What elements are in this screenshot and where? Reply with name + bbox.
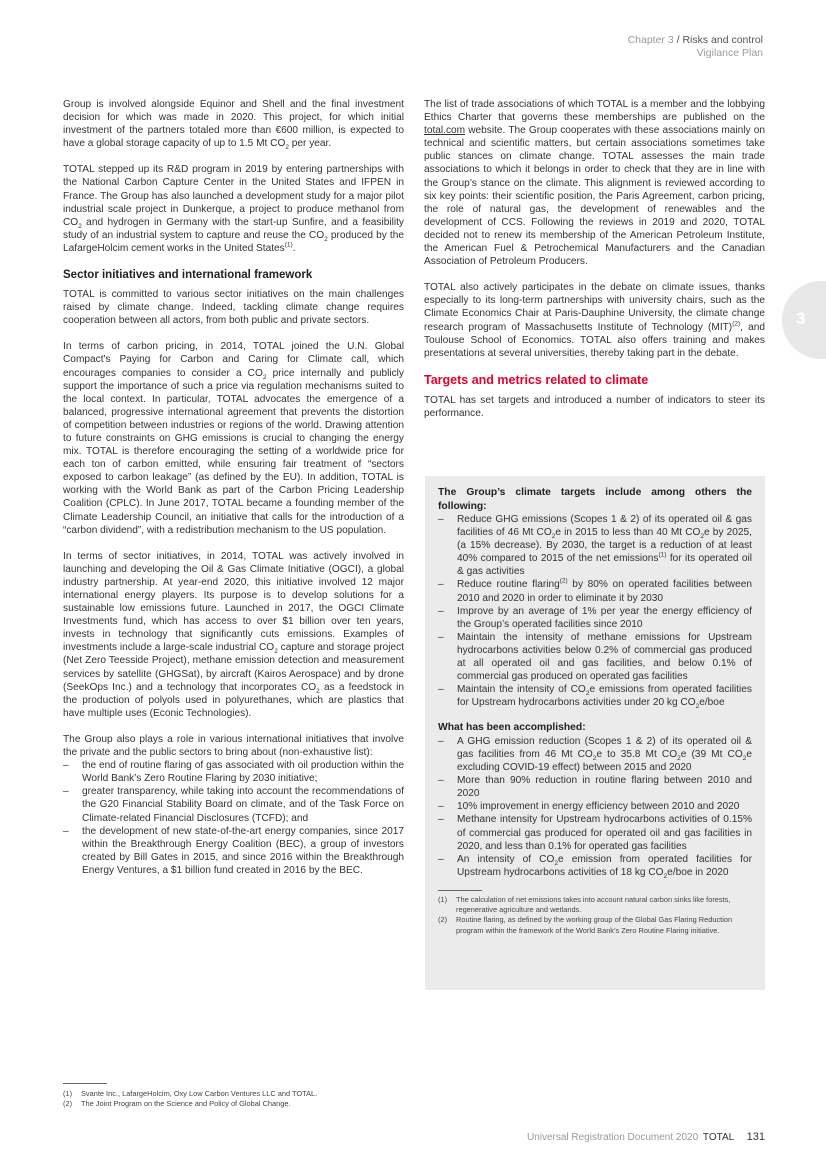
right-paragraph-3: TOTAL has set targets and introduced a number of indicators to steer its performance. [424, 394, 765, 419]
initiatives-list [63, 759, 404, 877]
box-footnotes [438, 895, 752, 936]
box-footnote-rule [438, 890, 482, 891]
box-footnote-2: (2) Routine flaring, as defined by the working group of the Global Gas Flaring Reduction program within the framework of the World Bank’s Zero Routine Flaring initiative. [438, 915, 733, 935]
header-subtitle: Vigilance Plan [696, 47, 763, 59]
list-item: – the end of routine flaring of gas associated with oil production within the World Bank’s Zero Routine Flaring by 2030 initiative; [63, 759, 404, 785]
list-item: – Maintain the intensity of $CO_2e$ emissions from operated facilities for Upstream hydrocarbons activities under 20 kg $CO_2e$/boe [438, 683, 752, 709]
chapter-tab [782, 281, 826, 359]
targets-list [438, 513, 752, 709]
left-paragraph-3: TOTAL is committed to various sector initiatives on the main challenges raised by climate change. Indeed, tackling climate change requires cooperation between all actors, from both public and private sectors. [63, 289, 404, 327]
right-column [424, 98, 765, 433]
list-item: – greater transparency, while taking into account the recommendations of the G20 Financial Stability Board on climate, and of the Task Force on Climate-related Financial Disclosures (TCFD); and [63, 785, 404, 824]
left-paragraph-4: In terms of carbon pricing, in 2014, TOTAL joined the U.N. Global Compact's Paying for Carbon and Caring for Climate call, which encourages companies to consider a $CO_2$ price internally and publicly support the importance of such a price via regulation mechanisms suited to the local context. In particular, TOTAL advocates the emergence of a balanced, progressive international agreement that prevents the distortion of competition between industries or regions of the world. Drawing attention to future constraints on GHG emissions is crucial to changing the energy mix. TOTAL is therefore encouraging the setting of a worldwide price for each ton of carbon emitted, while ensuring fair treatment of “sectors exposed to carbon leakage” (as defined by the EU). In addition, TOTAL is working with the World Bank as part of the Carbon Pricing Leadership Coalition (CPLC). In June 2017, TOTAL became a founding member of the Climate Leadership Council, an initiative that calls for the introduction of a “carbon dividend”, with a redistribution mechanism to the US population. [63, 341, 404, 536]
page-footnote-1: (1) Svante Inc., LafargeHolcim, Oxy Low Carbon Ventures LLC and TOTAL. [63, 1089, 318, 1098]
list-item: – Maintain the intensity of methane emissions for Upstream hydrocarbons activities below 0.2% of commercial gas produced at all operated oil and gas facilities, and below 0.1% of commercial gas produced on operated gas facilities [438, 631, 752, 683]
box-footnote-1: (1) The calculation of net emissions takes into account natural carbon sinks like forests, regenerative agriculture and wetlands. [438, 894, 731, 915]
list-item: – An intensity of $CO_2e$ emission from operated facilities for Upstream hydrocarbons activities of 18 kg $CO_2e$/boe in 2020 [438, 853, 752, 879]
page-footnotes [63, 1083, 404, 1109]
accomplished-list [438, 735, 752, 879]
page-header [628, 34, 763, 60]
header-title: Risks and control [682, 34, 763, 46]
climate-targets-box [425, 476, 765, 990]
page-footer [527, 1131, 765, 1144]
section-heading-sector-initiatives: Sector initiatives and international framework [63, 269, 313, 282]
left-paragraph-2: TOTAL stepped up its R&D program in 2019 by entering partnerships with the National Carbon Capture Center in the United States and IFPEN in France. The Group has also launched a development study for a major pilot industrial scale project in Dunkerque, a project to produce methanol from $CO_2$ and hydrogen in Germany with the start-up Sunfire, and a feasibility study of an industrial system to capture and reuse the $CO_2$ produced by the LafargeHolcim cement works in the United States$^{(1)}$. [63, 164, 404, 254]
list-item: – Reduce GHG emissions (Scopes 1 & 2) of its operated oil & gas facilities of 46 Mt $CO_2e$ in 2015 to less than 40 Mt $CO_2e$ by 2025, (a 15% decrease). By 2030, the target is a reduction of at least 40% compared to 2015 of the net emissions$^{(1)}$ for its operated oil & gas activities [438, 513, 752, 578]
chapter-tab-number: 3 [796, 309, 806, 328]
left-column [63, 98, 404, 877]
list-item: – 10% improvement in energy efficiency between 2010 and 2020 [438, 800, 752, 813]
footer-document-title: Universal Registration Document 2020 [526, 1132, 699, 1143]
section-heading-targets: Targets and metrics related to climate [424, 372, 649, 387]
page-footnote-rule [63, 1083, 107, 1084]
accomplished-heading: What has been accomplished: [438, 722, 586, 734]
right-paragraph-1: The list of trade associations of which TOTAL is a member and the lobbying Ethics Charter that governs these memberships are published on the total.com website. The Group cooperates with these associations mainly on technical and scientific matters, but certain associations sometimes take public stances on climate change. TOTAL assesses the main trade associations to which it belongs in order to check that they are in line with the Group’s stance on the climate. This alignment is reviewed according to six key points: their scientific position, the Paris Agreement, carbon pricing, the role of natural gas, the development of renewables and the development of CCS. Following the reviews in 2019 and 2020, TOTAL decided not to renew its membership of the American Petroleum Institute, the American Fuel & Petrochemical Manufacturers and the Canadian Association of Petroleum Producers. [424, 99, 765, 268]
total-com-link[interactable]: total.com [424, 125, 466, 137]
left-paragraph-6: The Group also plays a role in various international initiatives that involve the private and the public sectors to bring about (non-exhaustive list): [63, 733, 404, 759]
targets-heading: The Group’s climate targets include among others the following: [438, 487, 752, 512]
page-number: 131 [746, 1131, 765, 1143]
list-item: – Improve by an average of 1% per year the energy efficiency of the Group’s operated facilities since 2010 [438, 605, 752, 631]
page-footnote-2: (2) The Joint Program on the Science and Policy of Global Change. [63, 1099, 291, 1109]
right-paragraph-2: TOTAL also actively participates in the debate on climate issues, thanks especially to its long-term partnerships with university chairs, such as the Climate Economics Chair at Paris-Dauphine University, the climate change research program of Massachusetts Institute of Technology (MIT)$^{(2)}$, and Toulouse School of Economics. TOTAL also offers training and makes presentations at several universities, thereby taking part in the debate. [424, 282, 765, 359]
left-paragraph-5: In terms of sector initiatives, in 2014, TOTAL was actively involved in launching and developing the Oil & Gas Climate Initiative (OGCI), a global industry partnership. At year-end 2020, this initiative involved 12 major international energy players. Its purpose is to develop solutions for a sustainable low emissions future. Launched in 2017, the OGCI Climate Investments fund, which has access to over $1 billion over ten years, invests in technology that significantly cuts emissions. Examples of investments include a large-scale industrial $CO_2$ capture and storage project (Net Zero Teesside Project), methane emission detection and measurement services by satellite (GHGSat), by aircraft (Kairos Aerospace) and by drone (SeekOps Inc.) and a technology that incorporates $CO_2$ as a feedstock in the production of polyols used in polyurethanes, which are plastics that have multiple uses (Econic Technologies). [63, 550, 405, 719]
header-chapter: Chapter 3 [627, 34, 674, 46]
list-item: – the development of new state-of-the-art energy companies, since 2017 within the Breakthrough Energy Coalition (BEC), a group of investors created by Bill Gates in 2015, and since 2016 within the Breakthrough Energy Ventures, a $1 billion fund created in 2016 by the BEC. [63, 825, 404, 877]
header-separator: / [676, 34, 680, 46]
list-item: – Reduce routine flaring$^{(2)}$ by 80% on operated facilities between 2010 and 2020 in order to eliminate it by 2030 [438, 578, 752, 604]
list-item: – More than 90% reduction in routine flaring between 2010 and 2020 [438, 774, 752, 800]
list-item: – A GHG emission reduction (Scopes 1 & 2) of its operated oil & gas facilities from 46 Mt $CO_2e$ to 35.8 Mt $CO_2e$ (39 Mt $CO_2e$ excluding COVID-19 effect) between 2015 and 2020 [438, 735, 752, 774]
header-chapter-line [628, 34, 763, 47]
left-paragraph-1: Group is involved alongside Equinor and Shell and the final investment decision for which was made in 2020. This project, for which initial investment of the partners totaled more than €600 million, is expected to have a global storage capacity of up to 1.5 Mt $CO_2$ per year. [63, 99, 404, 152]
footer-brand: TOTAL [702, 1132, 734, 1143]
list-item: – Methane intensity for Upstream hydrocarbons activities of 0.15% of commercial gas produced for operated oil and gas facilities in 2020, and less than 0.1% for operated gas facilities [438, 813, 752, 852]
